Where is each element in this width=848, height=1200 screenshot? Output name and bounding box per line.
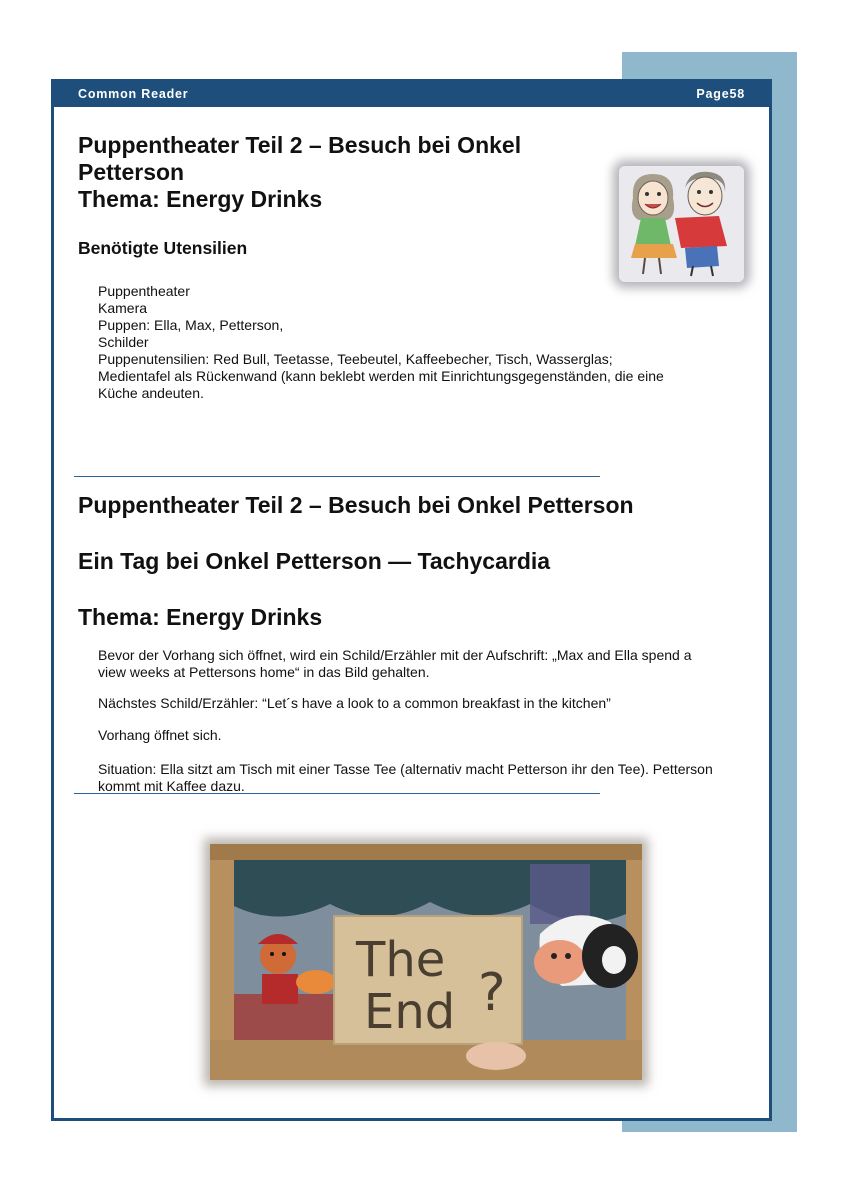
sign-word-the: The	[356, 932, 446, 988]
header-title: Common Reader	[78, 87, 189, 101]
section1-title-line3: Thema: Energy Drinks	[78, 186, 323, 212]
page-frame	[51, 79, 772, 1121]
paragraph-curtain: Vorhang öffnet sich.	[98, 727, 222, 743]
sign-word-end: End	[364, 984, 456, 1040]
sign-question-mark: ?	[478, 963, 506, 1023]
list-item: Küche andeuten.	[98, 385, 204, 401]
paragraph-intro: Bevor der Vorhang sich öffnet, wird ein Schild/Erzähler mit der Aufschrift: „Max and Ella spend a view weeks at Pettersons home“ in das Bild gehalten.	[98, 647, 692, 680]
utensils-heading: Benötigte Utensilien	[78, 238, 248, 258]
list-item: Puppen: Ella, Max, Petterson,	[98, 317, 284, 333]
list-item: Puppenutensilien: Red Bull, Teetasse, Teebeutel, Kaffeebecher, Tisch, Wasserglas;	[98, 351, 613, 367]
page-number: Page58	[696, 87, 745, 101]
paragraph-situation: Situation: Ella sitzt am Tisch mit einer Tasse Tee (alternativ macht Petterson ihr den Tee). Petterson kommt mit Kaffee dazu.	[98, 761, 713, 794]
list-item: Schilder	[98, 334, 149, 350]
section1-title-line2: Petterson	[78, 159, 185, 185]
page-header	[54, 82, 769, 107]
section2-heading1: Puppentheater Teil 2 – Besuch bei Onkel Petterson	[78, 492, 634, 518]
puppet-theater-photo	[210, 844, 642, 1080]
divider-top	[74, 476, 600, 477]
section2-heading3: Thema: Energy Drinks	[78, 604, 323, 630]
list-item: Kamera	[98, 300, 148, 316]
list-item: Medientafel als Rückenwand (kann beklebt werden mit Einrichtungsgegenständen, die eine	[98, 368, 664, 384]
utensils-list	[98, 283, 738, 402]
divider-bottom	[74, 793, 600, 794]
paragraph-next-sign: Nächstes Schild/Erzähler: “Let´s have a look to a common breakfast in the kitchen”	[98, 695, 611, 711]
section1-title-line1: Puppentheater Teil 2 – Besuch bei Onkel	[78, 132, 522, 158]
children-drawing-image	[619, 166, 744, 282]
list-item: Puppentheater	[98, 283, 190, 299]
section2-heading2: Ein Tag bei Onkel Petterson — Tachycardia	[78, 548, 551, 574]
